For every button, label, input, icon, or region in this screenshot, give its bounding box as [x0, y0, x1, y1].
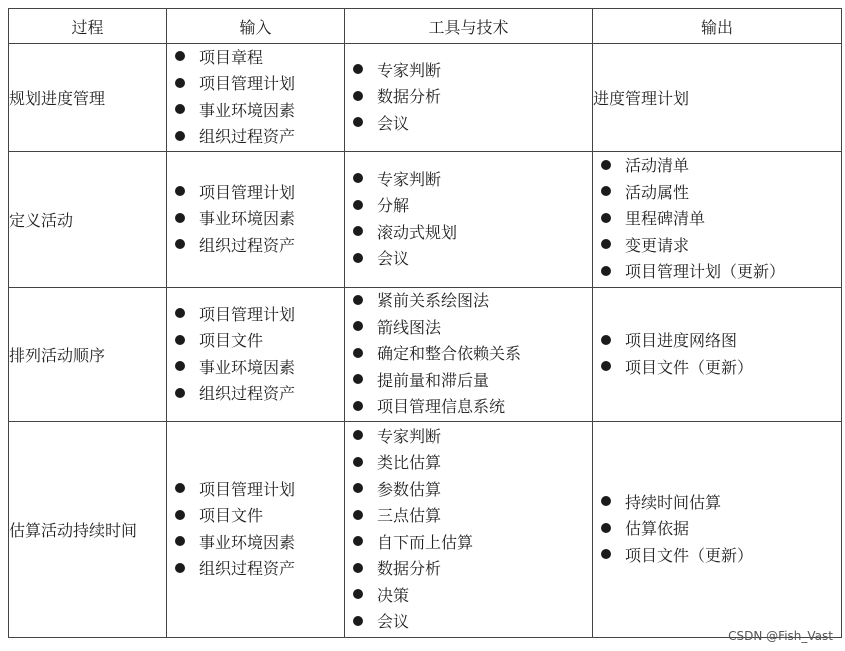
bullet-icon [601, 361, 611, 371]
outputs-cell [593, 288, 842, 422]
list-item-text: 事业环境因素 [199, 209, 296, 229]
list-item-text: 活动属性 [625, 182, 690, 202]
inputs-list [167, 302, 344, 408]
bullet-icon [353, 321, 363, 331]
list-item [601, 543, 841, 570]
bullet-icon [601, 239, 611, 249]
inputs-list [167, 477, 344, 583]
watermark: CSDN @Fish_Vast [728, 629, 833, 643]
list-item-text: 估算依据 [625, 519, 690, 539]
outputs-cell [593, 422, 842, 638]
list-item [601, 180, 841, 207]
list-item-text: 项目管理计划（更新） [625, 262, 786, 282]
list-item-text: 事业环境因素 [199, 357, 296, 377]
list-item-text: 专家判断 [377, 60, 442, 80]
list-item-text: 项目管理计划 [199, 479, 296, 499]
list-item [353, 84, 592, 111]
process-cell: 定义活动 [9, 152, 167, 288]
outputs-cell [593, 44, 842, 152]
table-row [9, 44, 842, 152]
list-item-text: 事业环境因素 [199, 532, 296, 552]
bullet-icon [175, 131, 185, 141]
list-item-text: 活动清单 [625, 156, 690, 176]
list-item [353, 315, 592, 342]
tools-cell [345, 152, 593, 288]
header-inputs: 输入 [167, 9, 345, 44]
list-item [353, 530, 592, 557]
bullet-icon [601, 496, 611, 506]
list-item-text: 数据分析 [377, 87, 442, 107]
list-item [353, 193, 592, 220]
inputs-list [167, 45, 344, 151]
bullet-icon [353, 295, 363, 305]
bullet-icon [601, 160, 611, 170]
output-text: 进度管理计划 [593, 89, 690, 108]
list-item-text: 三点估算 [377, 506, 442, 525]
list-item [353, 368, 592, 395]
list-item-text: 项目管理计划 [199, 304, 296, 324]
list-item-text: 专家判断 [377, 426, 442, 446]
inputs-cell [167, 288, 345, 422]
list-item-text: 会议 [377, 249, 410, 268]
bullet-icon [353, 253, 363, 263]
list-item [601, 490, 841, 517]
tools-list [345, 288, 592, 421]
table-row [9, 152, 842, 288]
process-cell: 规划进度管理 [9, 44, 167, 152]
list-item [353, 503, 592, 530]
outputs-list [593, 490, 841, 570]
bullet-icon [175, 186, 185, 196]
list-item-text: 自下而上估算 [377, 532, 474, 552]
outputs-list [593, 153, 841, 286]
list-item [353, 394, 592, 421]
bullet-icon [175, 361, 185, 371]
bullet-icon [353, 536, 363, 546]
bullet-icon [175, 388, 185, 398]
inputs-cell [167, 422, 345, 638]
list-item-text: 会议 [377, 113, 410, 133]
list-item [353, 450, 592, 477]
process-cell: 估算活动持续时间 [9, 422, 167, 638]
list-item [601, 153, 841, 180]
bullet-icon [353, 348, 363, 358]
list-item-text: 项目文件 [199, 506, 264, 525]
list-item [175, 124, 344, 151]
bullet-icon [353, 589, 363, 599]
list-item [175, 556, 344, 583]
list-item [353, 111, 592, 138]
tools-list [345, 424, 592, 636]
list-item-text: 里程碑清单 [625, 209, 706, 229]
bullet-icon [353, 226, 363, 236]
list-item [353, 556, 592, 583]
table-row [9, 288, 842, 422]
list-item-text: 参数估算 [377, 479, 442, 499]
list-item-text: 分解 [377, 196, 410, 215]
bullet-icon [601, 266, 611, 276]
outputs-cell [593, 152, 842, 288]
bullet-icon [175, 239, 185, 249]
table-row [9, 422, 842, 638]
bullet-icon [601, 213, 611, 223]
bullet-icon [601, 523, 611, 533]
bullet-icon [353, 64, 363, 74]
bullet-icon [175, 563, 185, 573]
header-tools: 工具与技术 [345, 9, 593, 44]
list-item [353, 609, 592, 636]
tools-list [345, 58, 592, 138]
bullet-icon [601, 549, 611, 559]
list-item [601, 328, 841, 355]
list-item-text: 决策 [377, 585, 410, 605]
list-item-text: 持续时间估算 [625, 492, 722, 512]
inputs-cell [167, 44, 345, 152]
inputs-cell [167, 152, 345, 288]
list-item-text: 项目文件 [199, 331, 264, 350]
list-item-text: 项目管理信息系统 [377, 397, 506, 417]
list-item-text: 紧前关系绘图法 [377, 291, 490, 311]
list-item [601, 259, 841, 286]
list-item [353, 341, 592, 368]
bullet-icon [175, 510, 185, 520]
list-item-text: 类比估算 [377, 453, 442, 472]
bullet-icon [175, 78, 185, 88]
list-item [175, 98, 344, 125]
list-item-text: 变更请求 [625, 235, 690, 255]
header-row [9, 9, 842, 44]
inputs-list [167, 180, 344, 260]
list-item [601, 355, 841, 382]
list-item-text: 项目管理计划 [199, 182, 296, 202]
bullet-icon [175, 335, 185, 345]
list-item-text: 项目章程 [199, 47, 264, 67]
list-item [175, 328, 344, 355]
bullet-icon [175, 483, 185, 493]
bullet-icon [353, 374, 363, 384]
list-item-text: 项目文件（更新） [625, 545, 754, 565]
process-table [8, 8, 842, 638]
list-item [175, 477, 344, 504]
list-item-text: 项目进度网络图 [625, 331, 738, 350]
tools-cell [345, 422, 593, 638]
list-item [175, 233, 344, 260]
list-item [175, 302, 344, 329]
tools-cell [345, 288, 593, 422]
list-item [175, 206, 344, 233]
list-item-text: 提前量和滞后量 [377, 370, 490, 390]
bullet-icon [175, 51, 185, 61]
list-item-text: 组织过程资产 [199, 127, 296, 146]
tools-list [345, 167, 592, 273]
list-item-text: 数据分析 [377, 559, 442, 578]
bullet-icon [175, 104, 185, 114]
list-item [175, 355, 344, 382]
list-item-text: 滚动式规划 [377, 222, 458, 242]
outputs-list [593, 328, 841, 381]
bullet-icon [353, 457, 363, 467]
header-outputs: 输出 [593, 9, 842, 44]
list-item-text: 事业环境因素 [199, 100, 296, 120]
list-item-text: 确定和整合依赖关系 [377, 344, 522, 364]
list-item [353, 583, 592, 610]
list-item-text: 项目管理计划 [199, 74, 296, 93]
list-item [601, 206, 841, 233]
bullet-icon [601, 335, 611, 345]
list-item [353, 220, 592, 247]
list-item-text: 专家判断 [377, 169, 442, 189]
list-item [175, 71, 344, 98]
list-item [175, 530, 344, 557]
bullet-icon [353, 173, 363, 183]
list-item-text: 项目文件（更新） [625, 357, 754, 377]
bullet-icon [353, 616, 363, 626]
list-item [175, 45, 344, 72]
list-item [175, 180, 344, 207]
list-item-text: 会议 [377, 612, 410, 631]
list-item [175, 503, 344, 530]
bullet-icon [353, 510, 363, 520]
bullet-icon [353, 200, 363, 210]
list-item [175, 381, 344, 408]
list-item-text: 组织过程资产 [199, 384, 296, 403]
list-item [601, 233, 841, 260]
bullet-icon [353, 563, 363, 573]
bullet-icon [175, 308, 185, 318]
bullet-icon [353, 483, 363, 493]
list-item [353, 477, 592, 504]
list-item-text: 组织过程资产 [199, 559, 296, 578]
list-item [601, 516, 841, 543]
bullet-icon [175, 213, 185, 223]
list-item-text: 组织过程资产 [199, 235, 296, 255]
list-item [353, 58, 592, 85]
header-process: 过程 [9, 9, 167, 44]
bullet-icon [353, 401, 363, 411]
list-item-text: 箭线图法 [377, 317, 442, 337]
list-item [353, 288, 592, 315]
bullet-icon [601, 186, 611, 196]
list-item [353, 246, 592, 273]
list-item [353, 167, 592, 194]
bullet-icon [353, 91, 363, 101]
tools-cell [345, 44, 593, 152]
process-cell: 排列活动顺序 [9, 288, 167, 422]
list-item [353, 424, 592, 451]
bullet-icon [175, 536, 185, 546]
bullet-icon [353, 117, 363, 127]
bullet-icon [353, 430, 363, 440]
